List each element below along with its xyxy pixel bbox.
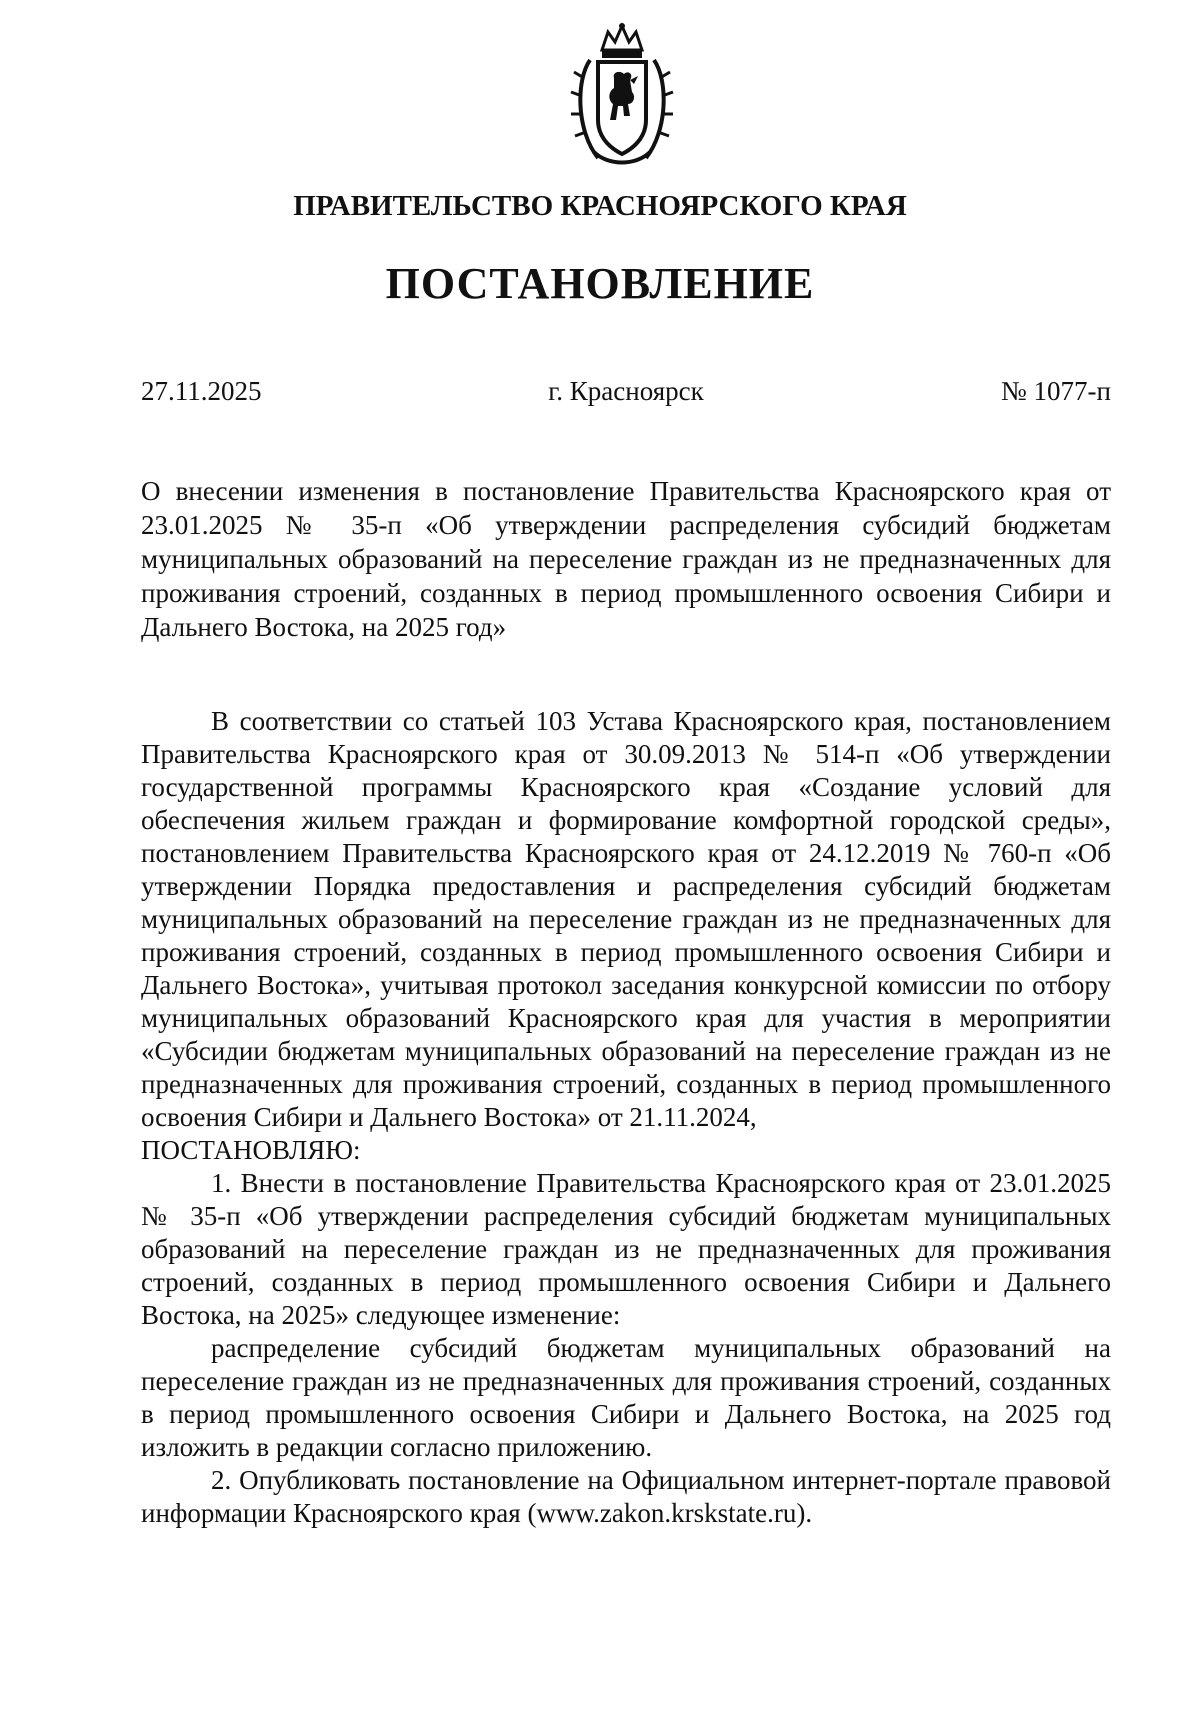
issuing-authority: ПРАВИТЕЛЬСТВО КРАСНОЯРСКОГО КРАЯ xyxy=(293,190,907,222)
document-city: г. Красноярск xyxy=(548,376,704,406)
document-type-title: ПОСТАНОВЛЕНИЕ xyxy=(385,259,815,308)
item-2-paragraph: 2. Опубликовать постановление на Официальном интернет-портале правовой информации Красноярского края (www.zakon.krskstate.ru). xyxy=(141,1465,1111,1528)
document-body xyxy=(141,705,1111,1530)
item-1-change-paragraph: распределение субсидий бюджетам муниципальных образований на переселение граждан из не предназначенных для проживания строений, созданных в период промышленного освоения Сибири и Дальнего Востока, на 2025 год изложить в редакции согласно приложению. xyxy=(141,1333,1111,1462)
item-1-paragraph: 1. Внести в постановление Правительства Красноярского края от 23.01.2025 № 35-п «Об утверждении распределения субсидий бюджетам муниципальных образований на переселение граждан из не предназначенных для проживания строений, созданных в период промышленного освоения Сибири и Дальнего Востока, на 2025» следующее изменение: xyxy=(141,1168,1111,1330)
preamble-paragraph: В соответствии со статьей 103 Устава Красноярского края, постановлением Правительства Красноярского края от 30.09.2013 № 514-п «Об утверждении государственной программы Красноярского края «Создание условий для обеспечения жильем граждан и формирование комфортной городской среды», постановлением Правительства Красноярского края от 24.12.2019 № 760-п «Об утверждении Порядка предоставления и распределения субсидий бюджетам муниципальных образований на переселение граждан из не предназначенных для проживания строений, созданных в период промышленного освоения Сибири и Дальнего Востока», учитывая протокол заседания конкурсной комиссии по отбору муниципальных образований Красноярского края для участия в мероприятии «Субсидии бюджетам муниципальных образований на переселение граждан из не предназначенных для проживания строений, созданных в период промышленного освоения Сибири и Дальнего Востока» от 21.11.2024, xyxy=(141,706,1111,1132)
document-date: 27.11.2025 xyxy=(141,376,262,406)
document-meta-row xyxy=(141,376,1111,412)
coat-of-arms-emblem xyxy=(568,20,676,170)
resolve-clause: ПОСТАНОВЛЯЮ: xyxy=(141,1135,361,1165)
document-number: № 1077-п xyxy=(1001,376,1111,406)
document-subject: О внесении изменения в постановление Правительства Красноярского края от 23.01.2025 № 35-п «Об утверждении распределения субсидий бюджетам муниципальных образований на переселение граждан из не предназначенных для проживания строений, созданных в период промышленного освоения Сибири и Дальнего Востока, на 2025 год» xyxy=(141,476,1111,642)
